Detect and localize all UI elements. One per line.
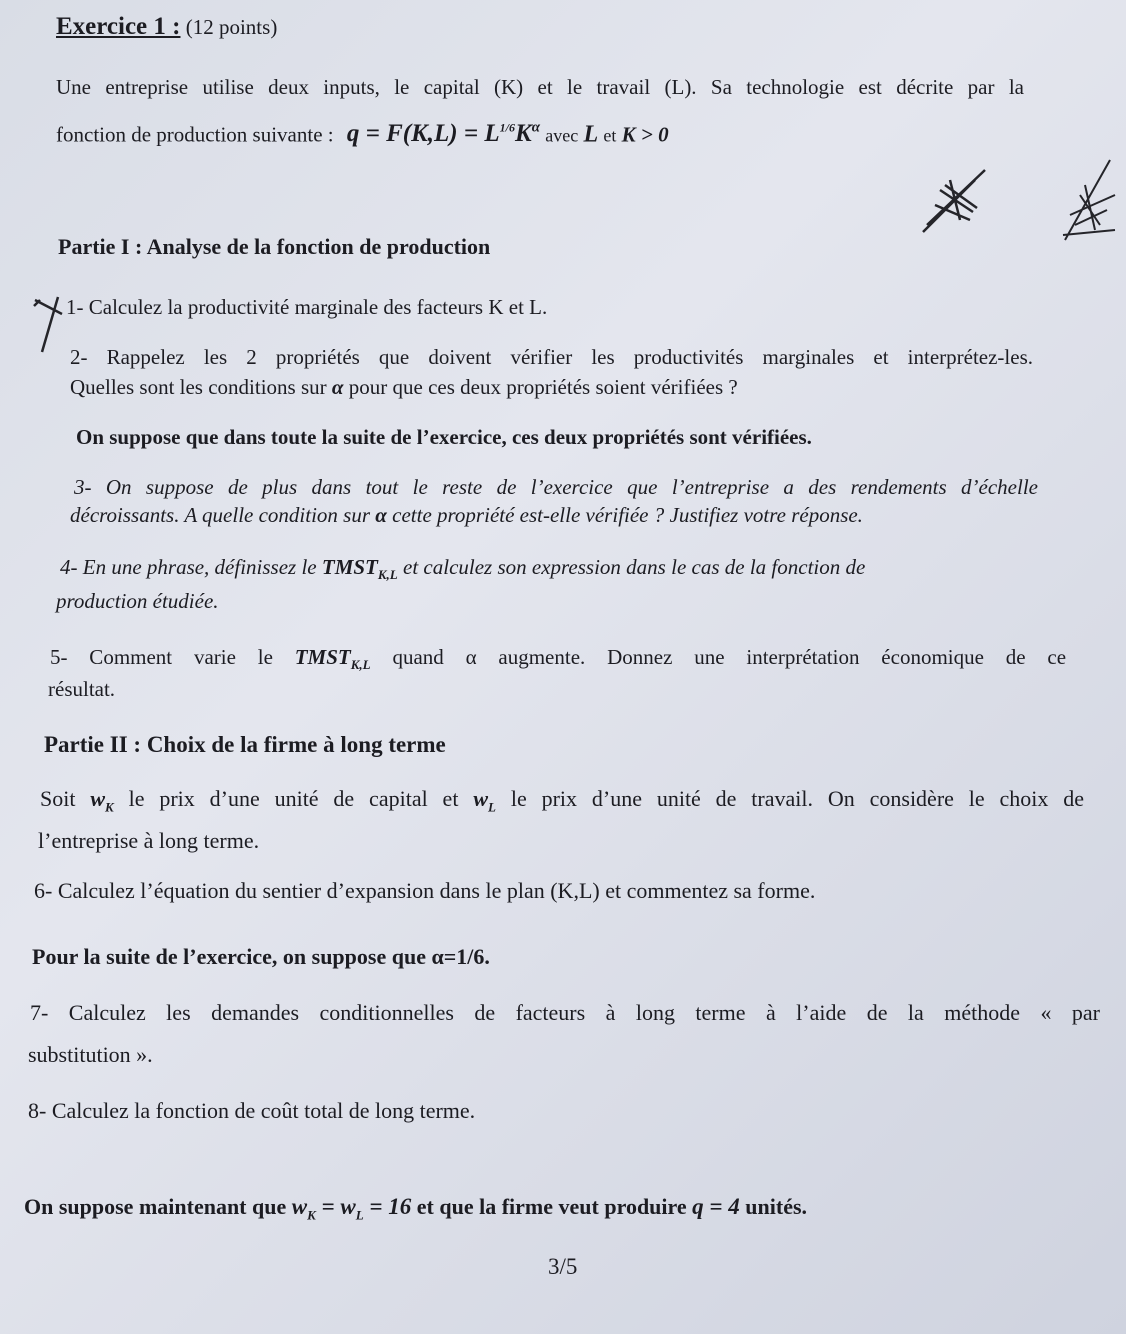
question-7-line-2: substitution ». bbox=[28, 1042, 153, 1067]
cond-et: et bbox=[603, 125, 617, 146]
alpha-symbol: α bbox=[375, 503, 387, 527]
intro-line-1: Une entreprise utilise deux inputs, le capital (K) et le travail (L). Sa technologie est décrite par la bbox=[56, 75, 1024, 99]
cond-K: K > 0 bbox=[621, 122, 669, 147]
question-4-line-1: 4- En une phrase, définissez le $TMST_{K,L}$ et calculez son expression dans le cas de la fonction de bbox=[60, 555, 866, 583]
part1-note: On suppose que dans toute la suite de l’exercice, ces deux propriétés sont vérifiées. bbox=[76, 425, 812, 449]
intro-suffix: avec bbox=[545, 125, 579, 146]
part1-heading: Partie I : Analyse de la fonction de production bbox=[58, 234, 491, 259]
intro-prefix: fonction de production suivante : bbox=[56, 122, 334, 147]
question-1: 1- Calculez la productivité marginale des facteurs K et L. bbox=[66, 295, 548, 319]
question-5-line-1: 5- Comment varie le $TMST_{K,L}$ quand α augmente. Donnez une interprétation économique de ce bbox=[50, 645, 1067, 673]
question-6: 6- Calculez l’équation du sentier d’expansion dans le plan (K,L) et commentez sa forme. bbox=[34, 878, 816, 903]
question-3-line-2: décroissants. A quelle condition sur α cette propriété est-elle vérifiée ? Justifiez votre réponse. bbox=[70, 503, 863, 527]
question-8: 8- Calculez la fonction de coût total de long terme. bbox=[28, 1098, 476, 1123]
question-7-line-1: 7- Calculez les demandes conditionnelles de facteurs à long terme à l’aide de la méthode « par bbox=[30, 1000, 1100, 1025]
tmst-symbol: $TMST_{K,L}$ bbox=[321, 555, 398, 583]
part2-heading: Partie II : Choix de la firme à long terme bbox=[44, 732, 446, 757]
cond-L: L bbox=[583, 121, 599, 148]
final-q: q = 4 bbox=[692, 1194, 740, 1219]
final-equation: $w_K = w_L = 16$ bbox=[291, 1194, 412, 1223]
question-5-line-2: résultat. bbox=[48, 677, 116, 701]
wl-symbol: $w_L$ bbox=[473, 786, 496, 815]
part2-note: Pour la suite de l’exercice, on suppose que α=1/6. bbox=[32, 944, 490, 969]
intro-line-2 bbox=[56, 113, 816, 150]
question-4-line-2: production étudiée. bbox=[56, 589, 219, 613]
question-3-line-1: 3- On suppose de plus dans tout le reste de l’exercice que l’entreprise a des rendements d’échelle bbox=[74, 475, 1038, 499]
exercise-title: Exercice 1 : bbox=[56, 13, 181, 40]
part2-intro-line-2: l’entreprise à long terme. bbox=[38, 828, 260, 853]
question-2-line-1: 2- Rappelez les 2 propriétés que doivent vérifier les productivités marginales et interprétez-les. bbox=[70, 345, 1033, 369]
handwritten-scribble-2 bbox=[1055, 155, 1125, 245]
wk-symbol: $w_K$ bbox=[90, 786, 114, 815]
production-formula: $q = F(K,L) = L^{1/6}K^\alpha$ bbox=[346, 120, 540, 148]
part2-intro-line-1: Soit $w_K$ le prix d’une unité de capital et $w_L$ le prix d’une unité de travail. On considère le choix de bbox=[40, 786, 1085, 815]
handwritten-scribble-1 bbox=[915, 160, 995, 240]
exercise-heading bbox=[56, 12, 277, 42]
tmst-symbol: $TMST_{K,L}$ bbox=[294, 645, 371, 673]
question-2-line-2: Quelles sont les conditions sur α pour que ces deux propriétés soient vérifiées ? bbox=[70, 375, 738, 399]
handwritten-cross bbox=[30, 292, 70, 357]
alpha-symbol: α bbox=[331, 375, 344, 399]
page-number: 3/5 bbox=[548, 1254, 578, 1279]
final-statement: On suppose maintenant que $w_K = w_L = 16$ et que la firme veut produire q = 4 unités. bbox=[24, 1194, 808, 1223]
exercise-points: (12 points) bbox=[185, 15, 278, 39]
